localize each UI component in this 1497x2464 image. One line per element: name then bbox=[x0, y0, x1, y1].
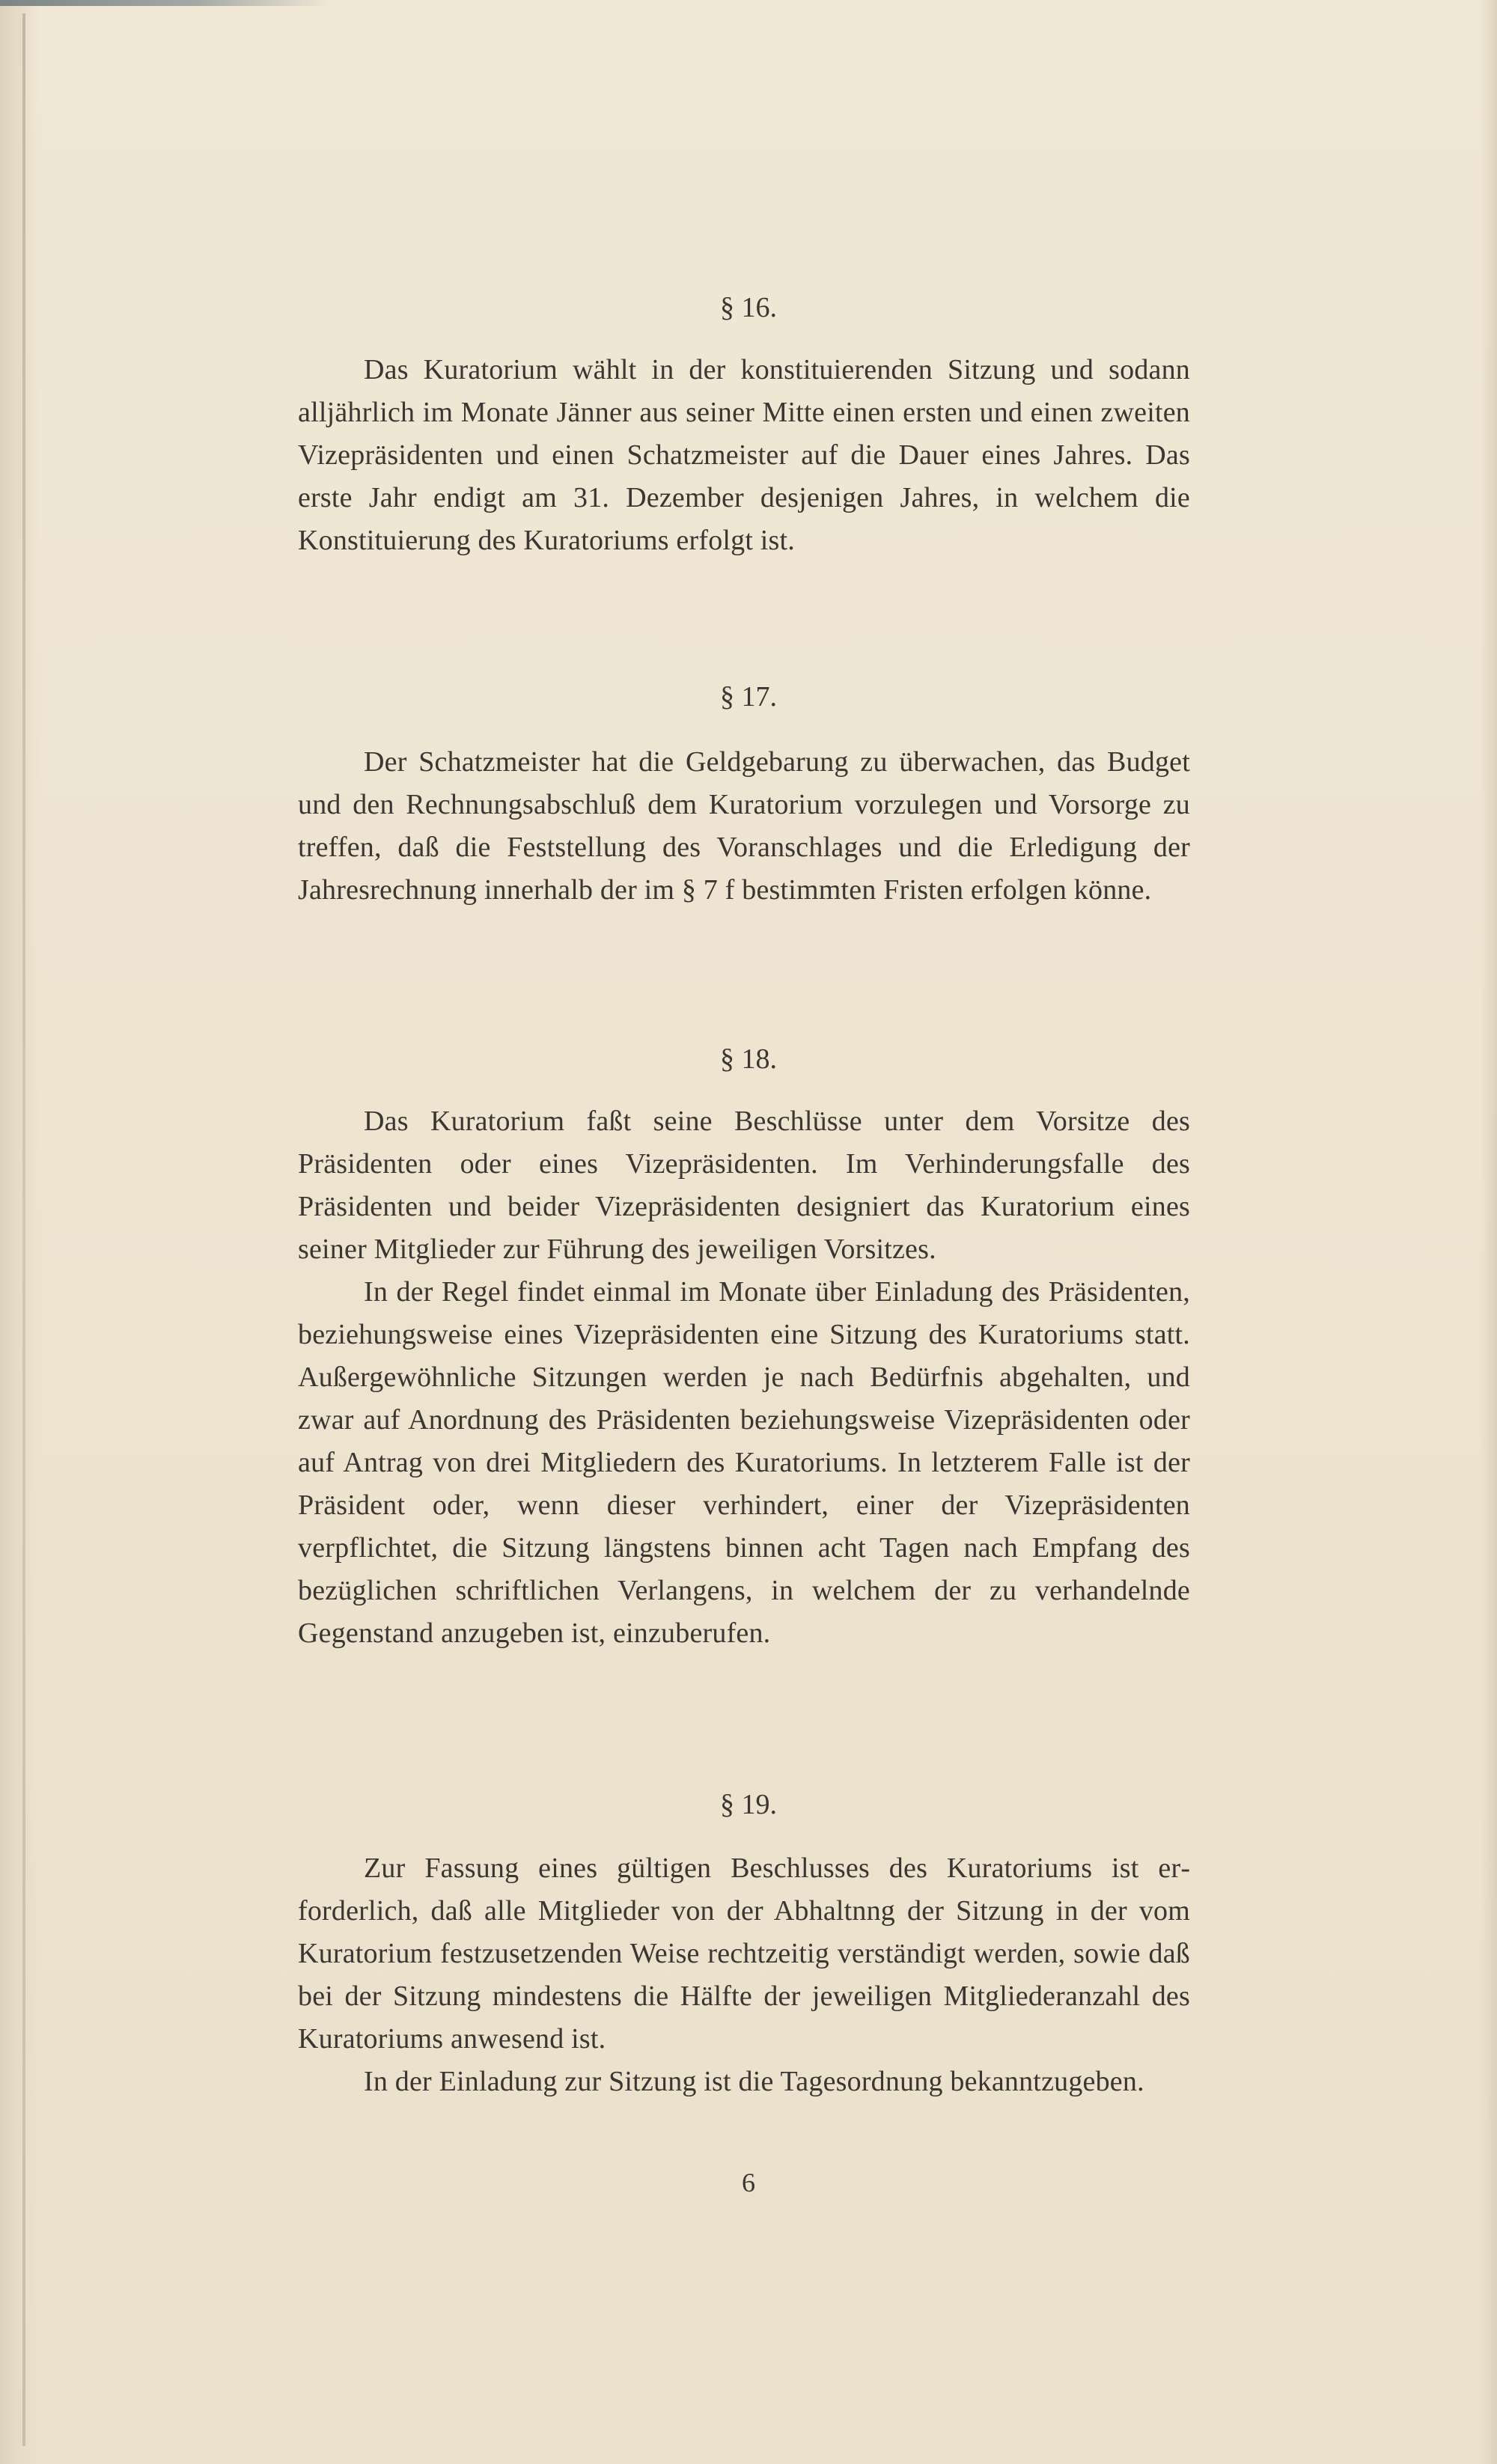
section-16-heading: § 16. bbox=[720, 292, 777, 323]
section-18-body bbox=[298, 1100, 1190, 1655]
section-16-paragraph-1: Das Kuratorium wählt in der konstituierenden Sitzung und sodann alljährlich im Monate Jänner aus seiner Mitte einen ersten und einen zweiten Vizepräsidenten und einen Schatzmeister auf die Dauer eines Jahres. Das erste Jahr endigt am 31. Dezember desjenigen Jahres, in welchem die Konstituierung des Kuratoriums erfolgt ist. bbox=[298, 354, 1190, 556]
page-number: 6 bbox=[742, 2168, 755, 2198]
section-19-paragraph-1: Zur Fassung eines gültigen Beschlusses des Kuratoriums ist erforderlich, daß alle Mitglieder von der Abhaltnng der Sitzung in der vom Kuratorium festzusetzenden Weise rechtzeitig verständigt werden, sowie daß bei der Sitzung mindestens die Hälfte der jeweiligen Mitgliederanzahl des Kuratoriums anwesend ist. bbox=[298, 1852, 1190, 2055]
section-18-paragraph-2: In der Regel findet einmal im Monate über Einladung des Präsidenten, beziehungsweise eines Vizepräsidenten eine Sitzung des Kuratoriums statt. Außergewöhnliche Sitzungen werden je nach Bedürfnis abgehalten, und zwar auf Anordnung des Präsidenten beziehungsweise Vizepräsidenten oder auf Antrag von drei Mitgliedern des Kuratoriums. In letzterem Falle ist der Präsident oder, wenn dieser verhindert, einer der Vizepräsidenten verpflichtet, die Sitzung längstens binnen acht Tagen nach Empfang des bezüglichen schriftlichen Verlangens, in welchem der zu verhandelnde Gegenstand anzugeben ist, einzuberufen. bbox=[298, 1276, 1190, 1649]
top-page-edge bbox=[0, 0, 329, 6]
binding-edge-line bbox=[22, 13, 25, 2446]
section-17-heading: § 17. bbox=[720, 681, 777, 713]
section-18-paragraph-1: Das Kuratorium faßt seine Beschlüsse unter dem Vorsitze des Präsidenten oder eines Vizepräsidenten. Im Verhinderungsfalle des Präsidenten und beider Vizepräsidenten designiert das Kuratorium eines seiner Mitglieder zur Führung des jeweiligen Vorsitzes. bbox=[298, 1106, 1190, 1265]
section-17-paragraph-1: Der Schatzmeister hat die Geldgebarung zu überwachen, das Budget und den Rechnungsabschluß dem Kuratorium vorzulegen und Vorsorge zu treffen, daß die Feststellung des Voranschlages und die Erledigung der Jahresrechnung innerhalb der im § 7 f bestimmten Fristen erfolgen könne. bbox=[298, 746, 1190, 906]
section-17-body bbox=[298, 741, 1190, 912]
right-page-edge-shadow bbox=[1481, 0, 1497, 2464]
section-19-paragraph-2: In der Einladung zur Sitzung ist die Tagesordnung bekanntzugeben. bbox=[364, 2066, 1144, 2097]
left-page-edge-shadow bbox=[0, 0, 39, 2464]
section-18-heading: § 18. bbox=[720, 1043, 777, 1075]
section-19-body bbox=[298, 1847, 1190, 2103]
section-19-heading: § 19. bbox=[720, 1789, 777, 1820]
section-16-body bbox=[298, 349, 1190, 562]
